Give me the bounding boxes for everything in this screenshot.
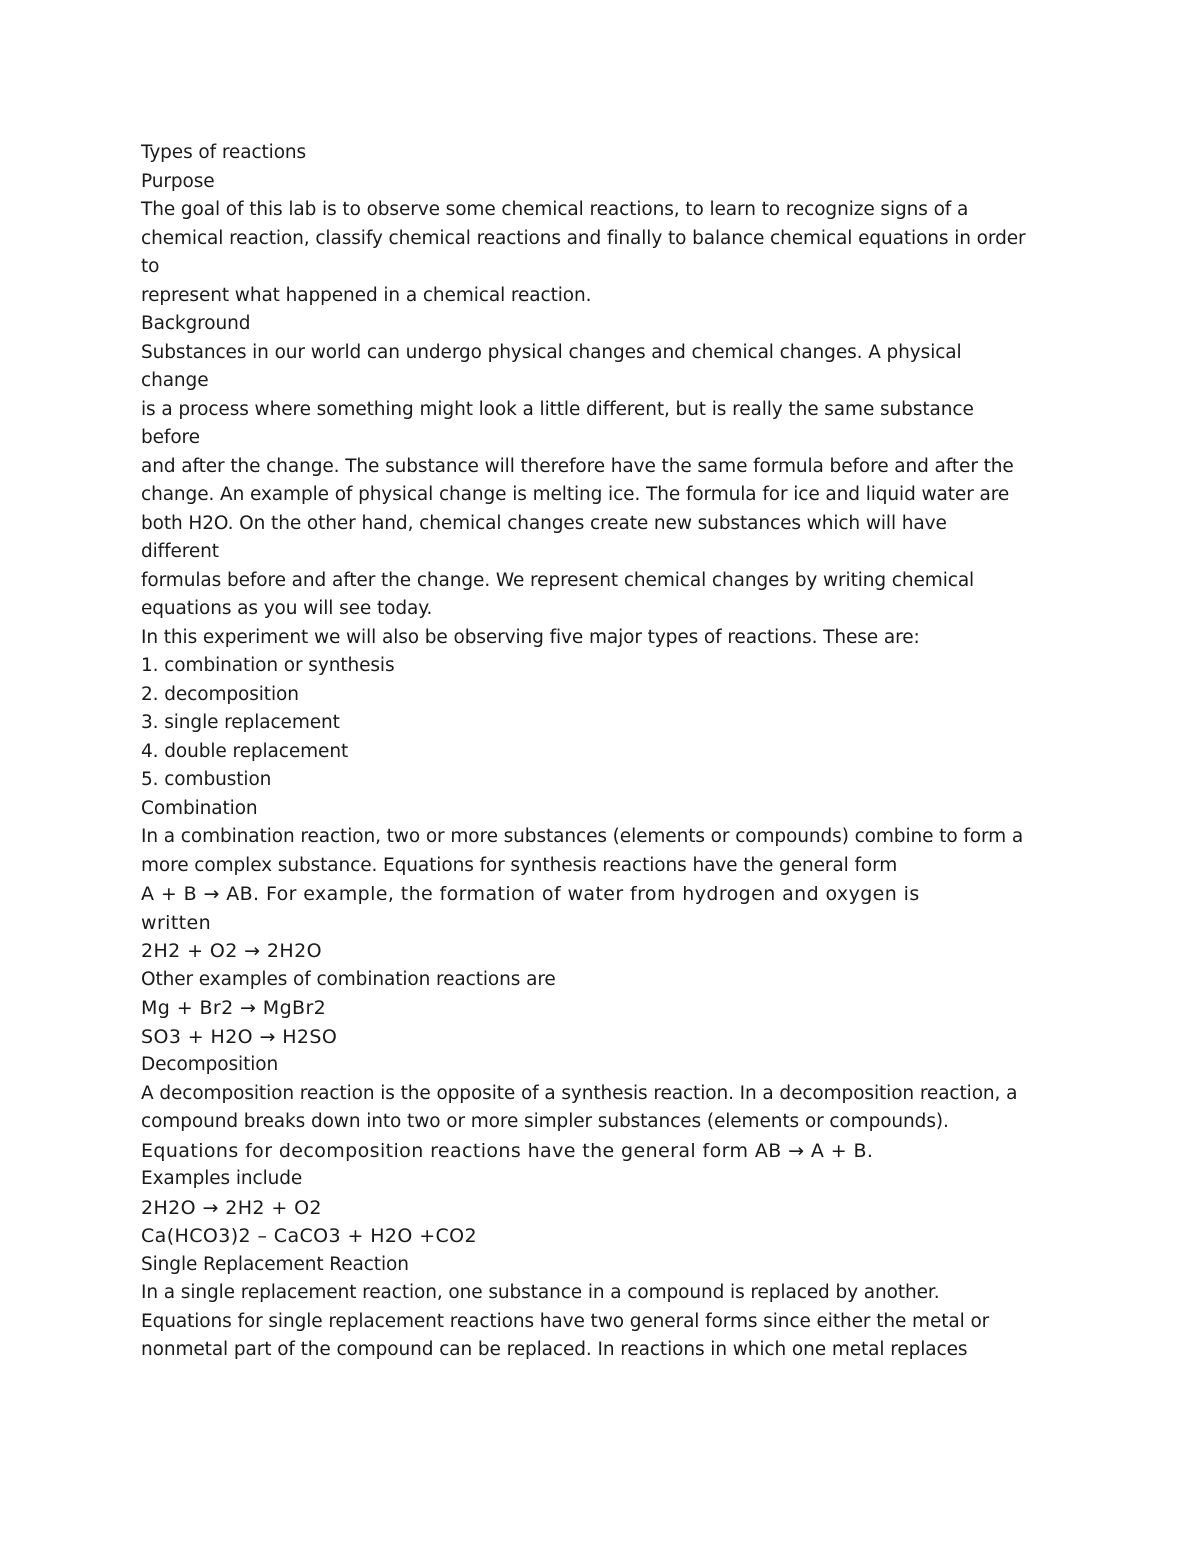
text-line: chemical reaction, classify chemical reactions and finally to balance chemical equations in order — [141, 227, 1026, 249]
text-line: both H2O. On the other hand, chemical changes create new substances which will have — [141, 512, 947, 534]
text-line: different — [141, 541, 219, 562]
text-line: to — [141, 256, 160, 277]
equation-line: 2H2 + O2 → 2H2O — [141, 940, 322, 962]
text-line: change. An example of physical change is melting ice. The formula for ice and liquid water are — [141, 484, 1010, 505]
section-heading-purpose: Purpose — [141, 170, 215, 192]
list-item: 2. decomposition — [141, 683, 299, 705]
text-line: In this experiment we will also be observing five major types of reactions. These are: — [141, 626, 920, 648]
text-line: compound breaks down into two or more simpler substances (elements or compounds). — [141, 1111, 949, 1132]
section-heading-background: Background — [141, 313, 251, 334]
text-line: written — [141, 911, 212, 934]
list-item: 3. single replacement — [141, 712, 340, 733]
equation-line: Ca(HCO3)2 – CaCO3 + H2O +CO2 — [141, 1225, 478, 1247]
list-item: 4. double replacement — [141, 740, 349, 762]
equation-line: 2H2O → 2H2 + O2 — [141, 1196, 322, 1219]
text-line: before — [141, 427, 200, 448]
text-line: more complex substance. Equations for synthesis reactions have the general form — [141, 854, 898, 876]
equation-line: Mg + Br2 → MgBr2 — [141, 997, 327, 1019]
text-line: formulas before and after the change. We represent chemical changes by writing chemical — [141, 569, 975, 591]
text-line: nonmetal part of the compound can be replaced. In reactions in which one metal replaces — [141, 1339, 968, 1360]
document-title: Types of reactions — [141, 142, 307, 163]
text-line: In a single replacement reaction, one substance in a compound is replaced by another. — [141, 1282, 940, 1303]
text-line: Equations for single replacement reactions have two general forms since either the metal or — [141, 1310, 990, 1332]
equation-line: SO3 + H2O → H2SO — [141, 1025, 338, 1048]
text-line: equations as you will see today. — [141, 598, 433, 619]
list-item: 1. combination or synthesis — [141, 655, 395, 676]
section-heading-combination: Combination — [141, 797, 258, 819]
text-line: Equations for decomposition reactions have the general form AB → A + B. — [141, 1139, 874, 1162]
section-heading-single-replacement: Single Replacement Reaction — [141, 1253, 409, 1275]
text-line: is a process where something might look a little different, but is really the same substance — [141, 398, 974, 420]
text-line: A decomposition reaction is the opposite of a synthesis reaction. In a decomposition reaction, a — [141, 1082, 1018, 1104]
text-line: change — [141, 370, 209, 391]
text-line: Other examples of combination reactions are — [141, 968, 556, 990]
document-body — [141, 139, 1061, 1365]
text-line: Substances in our world can undergo physical changes and chemical changes. A physical — [141, 341, 962, 363]
text-line: In a combination reaction, two or more substances (elements or compounds) combine to form a — [141, 826, 1024, 847]
list-item: 5. combustion — [141, 769, 272, 790]
section-heading-decomposition: Decomposition — [141, 1054, 279, 1075]
text-line: A + B → AB. For example, the formation of water from hydrogen and oxygen is — [141, 883, 920, 905]
text-line: The goal of this lab is to observe some chemical reactions, to learn to recognize signs of a — [141, 199, 969, 220]
text-line: Examples include — [141, 1168, 303, 1189]
text-line: represent what happened in a chemical reaction. — [141, 284, 592, 306]
text-line: and after the change. The substance will therefore have the same formula before and after the — [141, 455, 1014, 477]
